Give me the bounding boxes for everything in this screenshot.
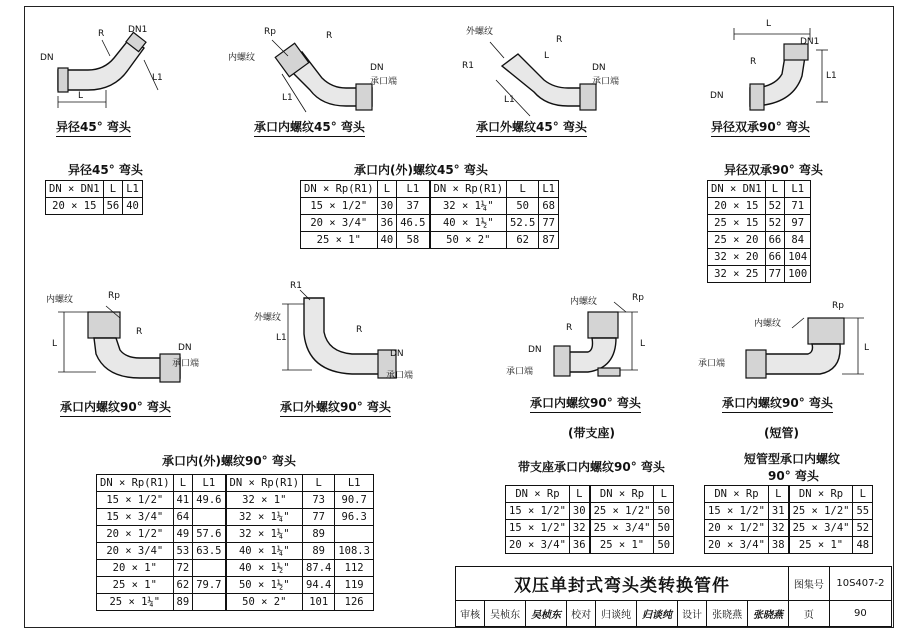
table-header-row — [708, 181, 811, 198]
drawing-title: 双压单封式弯头类转换管件 — [456, 567, 789, 601]
table-cell: 41 — [173, 492, 193, 509]
label-l1: L1 — [276, 333, 287, 343]
table-cell: 38 — [768, 537, 788, 554]
label-r: R — [556, 35, 563, 45]
checker-signature: 归谈纯 — [637, 601, 678, 627]
label-r: R — [750, 57, 757, 67]
table-cell: 15 × 1/2" — [301, 198, 378, 215]
column-header: L — [765, 181, 785, 198]
table-cell: 50 × 2" — [430, 232, 507, 249]
table4-title: 承口内(外)螺纹90° 弯头 — [162, 454, 296, 468]
table-cell: 101 — [303, 594, 335, 611]
column-header: L — [377, 181, 397, 198]
table-cell: 52 — [765, 198, 785, 215]
label-thread: 内螺纹 — [228, 53, 256, 63]
table-cell: 20 × 1/2" — [705, 520, 769, 537]
table-cell: 77 — [765, 266, 785, 283]
table-cell: 49 — [173, 526, 193, 543]
table-cell: 66 — [765, 232, 785, 249]
label-dn: DN — [710, 91, 724, 101]
table-cell: 52.5 — [507, 215, 539, 232]
table-cell: 50 — [507, 198, 539, 215]
table-cell: 20 × 3/4" — [506, 537, 570, 554]
column-header: DN × Rp(R1) — [301, 181, 378, 198]
table-cell: 72 — [173, 560, 193, 577]
table-cell: 89 — [303, 526, 335, 543]
label-socket: 承口端 — [698, 359, 726, 369]
table-header-row — [97, 475, 374, 492]
table-cell: 90.7 — [335, 492, 374, 509]
table-cell: 30 — [377, 198, 397, 215]
label-thread: 内螺纹 — [46, 295, 74, 305]
table-cell: 62 — [507, 232, 539, 249]
label-l: L — [766, 19, 772, 29]
reviewer-signature: 吴桢东 — [526, 601, 567, 627]
table-cell: 25 × 15 — [708, 215, 766, 232]
table-cell: 100 — [785, 266, 811, 283]
table-cell: 77 — [303, 509, 335, 526]
column-header: DN × Rp — [506, 486, 570, 503]
table-cell: 25 × 1" — [301, 232, 378, 249]
table-cell: 15 × 1/2" — [506, 520, 570, 537]
label-r: R — [326, 31, 333, 41]
table-cell: 32 × 25 — [708, 266, 766, 283]
table-bracket-90 — [505, 485, 674, 554]
label-rp: Rp — [264, 27, 276, 37]
page-label: 页 — [788, 601, 829, 627]
label-dn1: DN1 — [800, 37, 820, 47]
table-cell: 15 × 1/2" — [705, 503, 769, 520]
table-cell: 89 — [173, 594, 193, 611]
table-cell: 25 × 1/2" — [590, 503, 654, 520]
table-row — [97, 594, 374, 611]
table-cell: 57.6 — [193, 526, 226, 543]
label-l1: L1 — [504, 95, 515, 105]
designer-signature: 张晓燕 — [748, 601, 789, 627]
label-socket: 承口端 — [386, 371, 414, 381]
label-r: R — [356, 325, 363, 335]
label-thread: 内螺纹 — [570, 297, 598, 307]
table-header-row — [506, 486, 674, 503]
table-cell: 84 — [785, 232, 811, 249]
table-cell: 15 × 1/2" — [506, 503, 570, 520]
column-header: L — [103, 181, 123, 198]
drawing-female-thread-90-with-bracket — [504, 288, 664, 384]
table-cell: 20 × 1/2" — [97, 526, 174, 543]
table-cell: 71 — [785, 198, 811, 215]
label-r1: R1 — [462, 61, 474, 71]
reviewer-name: 吴桢东 — [485, 601, 526, 627]
table-cell: 62 — [173, 577, 193, 594]
caption-female-thread-90-bracket: 承口内螺纹90° 弯头 — [530, 394, 641, 413]
caption-male-thread-90: 承口外螺纹90° 弯头 — [280, 398, 391, 417]
label-l: L — [544, 51, 550, 61]
table-cell: 63.5 — [193, 543, 226, 560]
drawing-male-thread-90-elbow — [252, 280, 422, 380]
table-cell: 108.3 — [335, 543, 374, 560]
column-header: DN × Rp — [789, 486, 853, 503]
table-cell: 25 × 1" — [590, 537, 654, 554]
label-l: L — [640, 339, 646, 349]
column-header: L1 — [335, 475, 374, 492]
label-rp: Rp — [108, 291, 120, 301]
table-cell: 89 — [303, 543, 335, 560]
table-row — [301, 232, 559, 249]
table-cell: 50 — [654, 520, 674, 537]
table-cell: 53 — [173, 543, 193, 560]
label-dn: DN — [592, 63, 606, 73]
table-cell: 52 — [765, 215, 785, 232]
page-number: 90 — [829, 601, 891, 627]
table-cell: 25 × 1" — [789, 537, 853, 554]
table-cell: 66 — [765, 249, 785, 266]
table-cell — [335, 526, 374, 543]
table-cell: 32 — [768, 520, 788, 537]
label-l1: L1 — [826, 71, 837, 81]
table-cell: 58 — [397, 232, 430, 249]
table-cell: 20 × 3/4" — [705, 537, 769, 554]
label-l: L — [52, 339, 58, 349]
table-cell: 37 — [397, 198, 430, 215]
caption-female-thread-90-short: 承口内螺纹90° 弯头 — [722, 394, 833, 413]
table-header-row — [705, 486, 873, 503]
table-header-row — [46, 181, 143, 198]
title-block — [455, 566, 892, 626]
drawing-female-thread-45-elbow — [222, 22, 398, 117]
table-thread-45 — [300, 180, 559, 249]
label-dn: DN — [370, 63, 384, 73]
atlas-label: 图集号 — [788, 567, 829, 601]
column-header: DN × DN1 — [708, 181, 766, 198]
table-cell: 20 × 3/4" — [97, 543, 174, 560]
table-row — [97, 560, 374, 577]
table-cell: 32 × 1¼" — [430, 198, 507, 215]
table-cell: 25 × 3/4" — [789, 520, 853, 537]
drawing-female-thread-90-short-pipe — [696, 296, 886, 386]
table-cell: 36 — [569, 537, 589, 554]
table-row — [705, 503, 873, 520]
table-cell: 87 — [539, 232, 559, 249]
table-row — [708, 232, 811, 249]
table-row — [97, 526, 374, 543]
table-row — [506, 537, 674, 554]
table-cell: 15 × 3/4" — [97, 509, 174, 526]
table-reducing-double-socket-90 — [707, 180, 811, 283]
label-socket: 承口端 — [172, 359, 200, 369]
drawing-reducing-double-socket-90-elbow — [706, 14, 836, 114]
table-row — [708, 215, 811, 232]
column-header: L1 — [193, 475, 226, 492]
table-row — [97, 577, 374, 594]
table-row — [506, 520, 674, 537]
column-header: L — [768, 486, 788, 503]
table-cell: 68 — [539, 198, 559, 215]
drawing-female-thread-90-elbow — [40, 288, 210, 383]
table-short-pipe-90 — [704, 485, 873, 554]
table-cell: 25 × 3/4" — [590, 520, 654, 537]
column-header: L — [853, 486, 873, 503]
table3-title: 异径双承90° 弯头 — [724, 163, 823, 177]
atlas-number: 10S407-2 — [829, 567, 891, 601]
table-cell: 32 × 20 — [708, 249, 766, 266]
table-cell: 49.6 — [193, 492, 226, 509]
label-dn1: DN1 — [128, 25, 148, 35]
label-thread: 内螺纹 — [754, 319, 782, 329]
table-row — [708, 266, 811, 283]
table-cell: 20 × 3/4" — [301, 215, 378, 232]
table-thread-90 — [96, 474, 374, 611]
label-socket: 承口端 — [370, 77, 398, 87]
label-socket: 承口端 — [506, 367, 534, 377]
table-cell: 56 — [103, 198, 123, 215]
caption-sub-short: (短管) — [764, 426, 799, 440]
table-cell: 40 — [377, 232, 397, 249]
table-row — [708, 198, 811, 215]
drawing-reducing-45-elbow — [40, 20, 170, 115]
table-cell: 48 — [853, 537, 873, 554]
caption-sub-bracket: (带支座) — [568, 426, 615, 440]
table-cell: 50 — [654, 537, 674, 554]
table-cell — [193, 509, 226, 526]
column-header: L — [569, 486, 589, 503]
table-cell: 15 × 1/2" — [97, 492, 174, 509]
label-thread: 外螺纹 — [254, 313, 282, 323]
table-cell: 50 — [654, 503, 674, 520]
label-l1: L1 — [282, 93, 293, 103]
table-cell: 40 × 1¼" — [226, 543, 303, 560]
table-row — [708, 249, 811, 266]
table-cell: 77 — [539, 215, 559, 232]
label-dn: DN — [178, 343, 192, 353]
table-cell: 32 × 1¼" — [226, 526, 303, 543]
table-cell: 20 × 15 — [46, 198, 104, 215]
column-header: L1 — [539, 181, 559, 198]
table-row — [301, 198, 559, 215]
label-dn: DN — [40, 53, 54, 63]
column-header: DN × Rp(R1) — [97, 475, 174, 492]
table6-title-line1: 短管型承口内螺纹 — [744, 452, 841, 466]
table-cell: 40 × 1½" — [430, 215, 507, 232]
caption-female-thread-90: 承口内螺纹90° 弯头 — [60, 398, 171, 417]
table-cell: 31 — [768, 503, 788, 520]
table-cell: 32 — [569, 520, 589, 537]
table-cell: 94.4 — [303, 577, 335, 594]
table-row — [46, 198, 143, 215]
table-cell: 112 — [335, 560, 374, 577]
column-header: L1 — [123, 181, 143, 198]
table-cell: 25 × 1¼" — [97, 594, 174, 611]
table-row — [705, 537, 873, 554]
label-thread: 外螺纹 — [466, 27, 494, 37]
column-header: DN × DN1 — [46, 181, 104, 198]
table2-title: 承口内(外)螺纹45° 弯头 — [354, 163, 488, 177]
table-cell: 96.3 — [335, 509, 374, 526]
column-header: L — [507, 181, 539, 198]
label-r: R — [566, 323, 573, 333]
column-header: DN × Rp(R1) — [430, 181, 507, 198]
label-r: R — [98, 29, 105, 39]
column-header: L1 — [397, 181, 430, 198]
table-cell: 25 × 20 — [708, 232, 766, 249]
column-header: DN × Rp — [590, 486, 654, 503]
table-row — [97, 492, 374, 509]
column-header: L — [303, 475, 335, 492]
table-cell: 46.5 — [397, 215, 430, 232]
label-r: R — [136, 327, 143, 337]
table-cell: 97 — [785, 215, 811, 232]
table-cell: 64 — [173, 509, 193, 526]
table-cell: 87.4 — [303, 560, 335, 577]
table5-title: 带支座承口内螺纹90° 弯头 — [518, 460, 665, 474]
designer-name: 张晓燕 — [707, 601, 748, 627]
table-cell: 50 × 2" — [226, 594, 303, 611]
table-row — [506, 503, 674, 520]
table-cell: 50 × 1½" — [226, 577, 303, 594]
table6-title-line2: 90° 弯头 — [768, 469, 819, 483]
label-dn: DN — [390, 349, 404, 359]
table-row — [97, 543, 374, 560]
table-cell — [193, 594, 226, 611]
table1-title: 异径45° 弯头 — [68, 163, 143, 177]
table-cell: 126 — [335, 594, 374, 611]
column-header: DN × Rp — [705, 486, 769, 503]
table-cell — [193, 560, 226, 577]
table-cell: 25 × 1" — [97, 577, 174, 594]
table-cell: 30 — [569, 503, 589, 520]
table-cell: 73 — [303, 492, 335, 509]
design-label: 设计 — [677, 601, 706, 627]
column-header: L1 — [785, 181, 811, 198]
table-cell: 20 × 15 — [708, 198, 766, 215]
table-cell: 104 — [785, 249, 811, 266]
caption-female-thread-45: 承口内螺纹45° 弯头 — [254, 118, 365, 137]
caption-male-thread-45: 承口外螺纹45° 弯头 — [476, 118, 587, 137]
label-rp: Rp — [632, 293, 644, 303]
label-l: L — [78, 91, 84, 101]
table-row — [705, 520, 873, 537]
table-cell: 55 — [853, 503, 873, 520]
label-l: L — [864, 343, 870, 353]
table-cell: 79.7 — [193, 577, 226, 594]
check-label: 校对 — [566, 601, 595, 627]
table-cell: 20 × 1" — [97, 560, 174, 577]
table-cell: 40 × 1½" — [226, 560, 303, 577]
table-cell: 25 × 1/2" — [789, 503, 853, 520]
table-header-row — [301, 181, 559, 198]
table-row — [301, 215, 559, 232]
table-cell: 36 — [377, 215, 397, 232]
drawing-male-thread-45-elbow — [460, 22, 630, 117]
label-l1: L1 — [152, 73, 163, 83]
label-r1: R1 — [290, 281, 302, 291]
table-cell: 119 — [335, 577, 374, 594]
table-cell: 32 × 1¼" — [226, 509, 303, 526]
column-header: L — [654, 486, 674, 503]
label-socket: 承口端 — [592, 77, 620, 87]
table-row — [97, 509, 374, 526]
checker-name: 归谈纯 — [596, 601, 637, 627]
caption-reducing-45: 异径45° 弯头 — [56, 118, 131, 137]
caption-reducing-double-socket-90: 异径双承90° 弯头 — [711, 118, 810, 137]
label-rp: Rp — [832, 301, 844, 311]
label-dn: DN — [528, 345, 542, 355]
review-label: 审核 — [456, 601, 485, 627]
table-cell: 40 — [123, 198, 143, 215]
column-header: DN × Rp(R1) — [226, 475, 303, 492]
table-cell: 32 × 1" — [226, 492, 303, 509]
column-header: L — [173, 475, 193, 492]
table-reducing-45 — [45, 180, 143, 215]
table-cell: 52 — [853, 520, 873, 537]
